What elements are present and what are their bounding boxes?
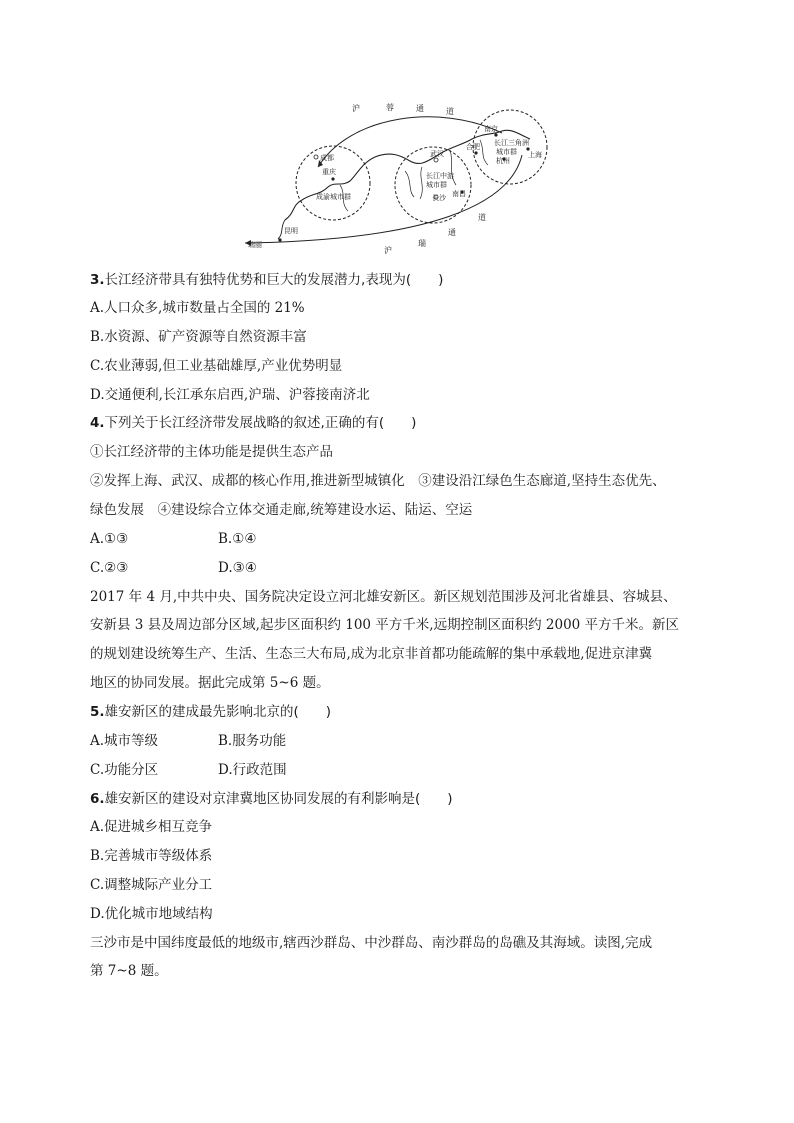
cluster-zhongyou-1: 长江中游	[426, 172, 454, 180]
passage1-line-3: 的规划建设统筹生产、生活、生态三大布局,成为北京非首都功能疏解的集中承载地,促进京津冀	[90, 646, 653, 662]
q3-option-c: C.农业薄弱,但工业基础雄厚,产业优势明显	[90, 358, 343, 374]
city-hangzhou: 杭州	[496, 157, 510, 165]
q5-option-b: B.服务功能	[218, 733, 287, 749]
hurong-label-2: 蓉	[386, 103, 394, 112]
passage1-line-4: 地区的协同发展。据此完成第 5~6 题。	[90, 675, 330, 691]
cluster-sanjiaozhou-1: 长江三角洲	[494, 139, 529, 147]
city-kunming: 昆明	[284, 227, 298, 235]
q5-options-row-1	[90, 732, 287, 750]
q5-option-d: D.行政范围	[218, 762, 287, 778]
hurui-label-3: 瑞	[418, 239, 426, 248]
q4-statement-1: ①长江经济带的主体功能是提供生态产品	[90, 444, 333, 460]
q4-option-c: C.②③	[90, 560, 129, 576]
q3-option-b: B.水资源、矿产资源等自然资源丰富	[90, 329, 307, 345]
city-changsha: 长沙	[432, 194, 446, 202]
city-chongqing: 重庆	[322, 168, 336, 176]
q6-option-d: D.优化城市地域结构	[90, 906, 213, 922]
city-nanchang: 南昌	[452, 190, 466, 198]
sanjiaozhou-cluster-circle	[473, 110, 547, 184]
city-ruili: 瑞丽	[248, 241, 262, 249]
q6-option-c: C.调整城际产业分工	[90, 877, 213, 893]
hurui-label-4: 沪	[384, 246, 392, 255]
q3-stem: 3.长江经济带具有独特优势和巨大的发展潜力,表现为( )	[90, 272, 444, 288]
passage2-line-2: 第 7~8 题。	[90, 963, 168, 979]
cluster-chengyu: 成渝城市群	[316, 193, 351, 201]
q3-option-a: A.人口众多,城市数量占全国的 21%	[90, 300, 305, 316]
q5-option-c: C.功能分区	[90, 762, 159, 778]
passage1-line-2: 安新县 3 县及周边部分区域,起步区面积约 100 平方千米,远期控制区面积约 2000 平方千米。新区	[90, 617, 680, 633]
hurong-label-4: 道	[446, 107, 454, 116]
q6-option-a: A.促进城乡相互竞争	[90, 819, 213, 835]
q4-option-d: D.③④	[218, 560, 257, 576]
q6-option-b: B.完善城市等级体系	[90, 848, 213, 864]
hurong-label-3: 通	[416, 104, 424, 113]
city-hefei: 合肥	[466, 143, 480, 151]
passage1-line-1: 2017 年 4 月,中共中央、国务院决定设立河北雄安新区。新区规划范围涉及河北省雄县、容城县、	[90, 589, 677, 605]
q5-stem: 5.雄安新区的建成最先影响北京的( )	[90, 704, 332, 720]
q4-statement-3: 绿色发展 ④建设综合立体交通走廊,统筹建设水运、陆运、空运	[90, 502, 473, 518]
cluster-sanjiaozhou-2: 城市群	[496, 148, 517, 156]
q3-option-d: D.交通便利,长江承东启西,沪瑞、沪蓉接南济北	[90, 387, 370, 403]
hurui-label-2: 通	[448, 228, 456, 237]
map-svg	[240, 95, 560, 260]
city-wuhan: 武汉	[430, 150, 444, 158]
passage2-line-1: 三沙市是中国纬度最低的地级市,辖西沙群岛、中沙群岛、南沙群岛的岛礁及其海域。读图,完成	[90, 935, 653, 951]
q4-stem: 4.下列关于长江经济带发展战略的叙述,正确的有( )	[90, 415, 417, 431]
cluster-zhongyou-2: 城市群	[426, 181, 447, 189]
q4-options-row-1	[90, 530, 257, 548]
city-nanjing: 南京	[484, 125, 498, 133]
yangtze-economic-belt-map	[240, 95, 560, 260]
q4-option-a: A.①③	[90, 531, 129, 547]
hurong-label-1: 沪	[352, 104, 360, 113]
q4-option-b: B.①④	[218, 531, 257, 547]
q6-stem: 6.雄安新区的建设对京津冀地区协同发展的有利影响是( )	[90, 791, 453, 807]
city-chengdu: 成都	[320, 154, 334, 162]
q4-statement-2: ②发挥上海、武汉、成都的核心作用,推进新型城镇化 ③建设沿江绿色生态廊道,坚持生态优先、	[90, 473, 666, 489]
q4-options-row-2	[90, 559, 257, 577]
q5-options-row-2	[90, 761, 287, 779]
city-shanghai: 上海	[528, 151, 542, 159]
hurong-corridor-arrow	[318, 117, 502, 167]
hurui-label-1: 道	[478, 213, 486, 222]
q5-option-a: A.城市等级	[90, 733, 159, 749]
